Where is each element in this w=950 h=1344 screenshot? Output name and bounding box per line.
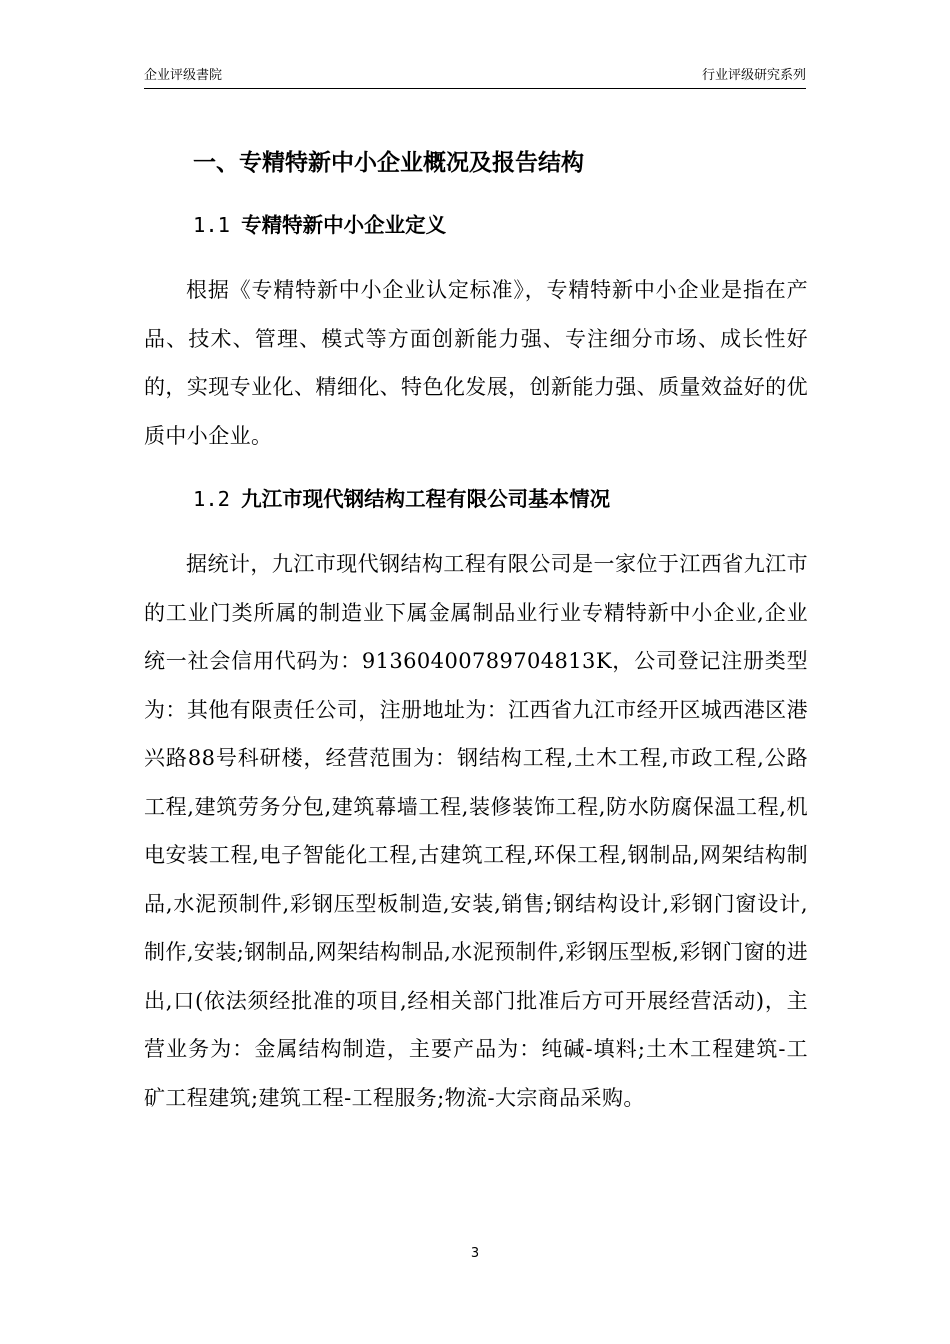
subsection-heading-2: [193, 484, 610, 514]
subsection-number: 1.1: [193, 213, 231, 237]
subsection-number: 1.2: [193, 487, 231, 511]
header-right-title: 行业评级研究系列: [701, 68, 806, 83]
subsection-title: 九江市现代钢结构工程有限公司基本情况: [241, 487, 611, 511]
subsection-title: 专精特新中小企业定义: [241, 213, 447, 237]
header-left-title: 企业评级書院: [144, 68, 223, 83]
definition-paragraph: 根据《专精特新中小企业认定标准》，专精特新中小企业是指在产品、技术、管理、模式等方面创新能力强、专注细分市场、成长性好的，实现专业化、精细化、特色化发展，创新能力强、质量效益好的优质中小企业。: [144, 278, 808, 448]
page-header: [144, 66, 806, 89]
company-info-paragraph: 据统计，九江市现代钢结构工程有限公司是一家位于江西省九江市的工业门类所属的制造业下属金属制品业行业专精特新中小企业,企业统一社会信用代码为：91360400789704813K，公司登记注册类型为：其他有限责任公司，注册地址为：江西省九江市经开区城西港区港兴路88号科研楼，经营范围为：钢结构工程,土木工程,市政工程,公路工程,建筑劳务分包,建筑幕墙工程,装修装饰工程,防水防腐保温工程,机电安装工程,电子智能化工程,古建筑工程,环保工程,钢制品,网架结构制品,水泥预制件,彩钢压型板制造,安装,销售;钢结构设计,彩钢门窗设计,制作,安装;钢制品,网架结构制品,水泥预制件,彩钢压型板,彩钢门窗的进出,口(依法须经批准的项目,经相关部门批准后方可开展经营活动)，主营业务为：金属结构制造，主要产品为：纯碱-填料;土木工程建筑-工矿工程建筑;建筑工程-工程服务;物流-大宗商品采购。: [144, 552, 808, 1110]
subsection-heading-1: [193, 210, 446, 240]
page-number: 3: [470, 1246, 480, 1261]
section-title: 一、专精特新中小企业概况及报告结构: [193, 150, 584, 176]
